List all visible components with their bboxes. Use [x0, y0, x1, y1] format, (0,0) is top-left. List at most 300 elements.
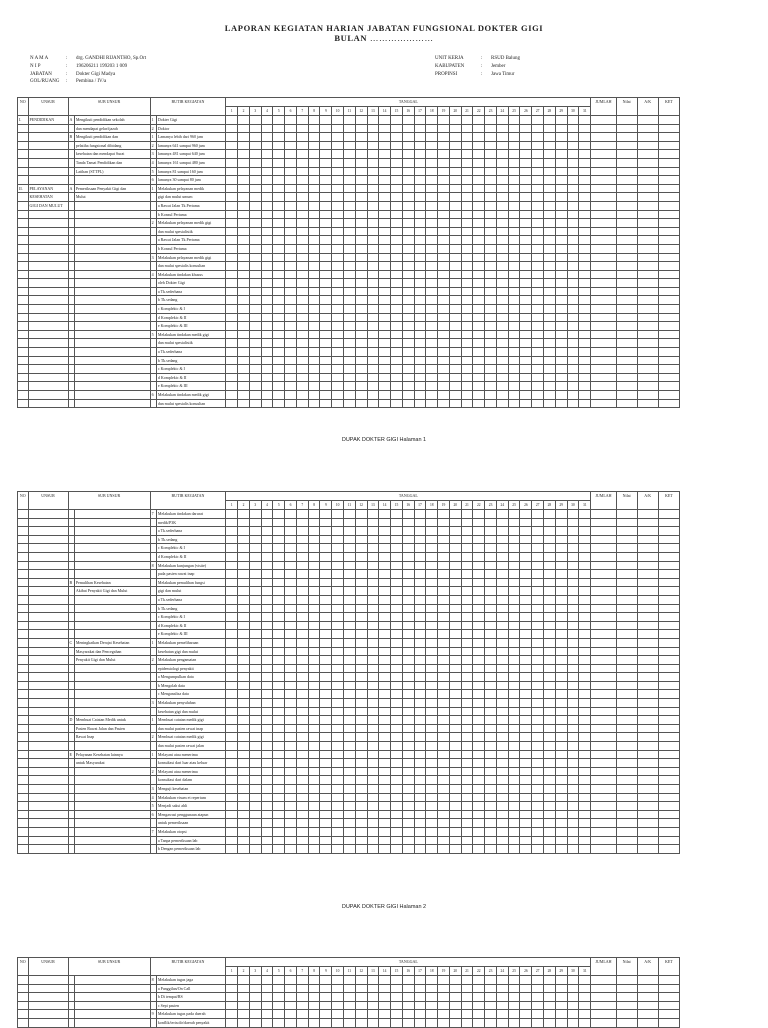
day-cell[interactable]: [308, 621, 320, 630]
day-cell[interactable]: [496, 570, 508, 579]
day-cell[interactable]: [238, 544, 250, 553]
day-cell[interactable]: [261, 322, 273, 331]
day-cell[interactable]: [496, 699, 508, 708]
day-cell[interactable]: [344, 595, 356, 604]
day-cell[interactable]: [544, 305, 556, 314]
day-cell[interactable]: [379, 510, 391, 519]
day-cell[interactable]: [555, 527, 567, 536]
day-cell[interactable]: [238, 742, 250, 751]
day-cell[interactable]: [485, 116, 497, 125]
day-cell[interactable]: [485, 219, 497, 228]
day-cell[interactable]: [402, 1010, 414, 1019]
day-cell[interactable]: [496, 167, 508, 176]
day-cell[interactable]: [379, 578, 391, 587]
day-cell[interactable]: [508, 793, 520, 802]
day-cell[interactable]: [438, 690, 450, 699]
day-cell[interactable]: [296, 391, 308, 400]
day-cell[interactable]: [579, 1001, 591, 1010]
day-cell[interactable]: [508, 613, 520, 622]
day-cell[interactable]: [249, 993, 261, 1002]
day-cell[interactable]: [544, 819, 556, 828]
day-cell[interactable]: [555, 227, 567, 236]
day-cell[interactable]: [249, 793, 261, 802]
day-cell[interactable]: [308, 535, 320, 544]
day-cell[interactable]: [508, 391, 520, 400]
day-cell[interactable]: [249, 287, 261, 296]
jumlah-cell[interactable]: [591, 236, 616, 245]
day-cell[interactable]: [520, 707, 532, 716]
ak-cell[interactable]: [637, 296, 658, 305]
day-cell[interactable]: [402, 348, 414, 357]
day-cell[interactable]: [579, 733, 591, 742]
day-cell[interactable]: [485, 227, 497, 236]
day-cell[interactable]: [249, 141, 261, 150]
day-cell[interactable]: [344, 176, 356, 185]
day-cell[interactable]: [520, 1018, 532, 1027]
day-cell[interactable]: [320, 244, 332, 253]
day-cell[interactable]: [508, 976, 520, 985]
ket-cell[interactable]: [658, 604, 679, 613]
day-cell[interactable]: [379, 552, 391, 561]
day-cell[interactable]: [332, 244, 344, 253]
jumlah-cell[interactable]: [591, 993, 616, 1002]
day-cell[interactable]: [355, 287, 367, 296]
day-cell[interactable]: [485, 391, 497, 400]
day-cell[interactable]: [520, 785, 532, 794]
day-cell[interactable]: [508, 227, 520, 236]
nilai-cell[interactable]: [616, 116, 637, 125]
day-cell[interactable]: [367, 681, 379, 690]
day-cell[interactable]: [261, 681, 273, 690]
day-cell[interactable]: [473, 767, 485, 776]
day-cell[interactable]: [308, 116, 320, 125]
day-cell[interactable]: [532, 244, 544, 253]
day-cell[interactable]: [508, 595, 520, 604]
day-cell[interactable]: [508, 176, 520, 185]
day-cell[interactable]: [391, 673, 403, 682]
nilai-cell[interactable]: [616, 681, 637, 690]
day-cell[interactable]: [285, 313, 297, 322]
ket-cell[interactable]: [658, 561, 679, 570]
day-cell[interactable]: [579, 133, 591, 142]
day-cell[interactable]: [485, 296, 497, 305]
ket-cell[interactable]: [658, 399, 679, 408]
day-cell[interactable]: [520, 733, 532, 742]
day-cell[interactable]: [296, 630, 308, 639]
day-cell[interactable]: [296, 270, 308, 279]
day-cell[interactable]: [308, 210, 320, 219]
day-cell[interactable]: [296, 253, 308, 262]
day-cell[interactable]: [461, 1001, 473, 1010]
day-cell[interactable]: [485, 750, 497, 759]
day-cell[interactable]: [379, 1001, 391, 1010]
day-cell[interactable]: [473, 1001, 485, 1010]
day-cell[interactable]: [367, 552, 379, 561]
day-cell[interactable]: [426, 219, 438, 228]
day-cell[interactable]: [426, 578, 438, 587]
day-cell[interactable]: [296, 356, 308, 365]
day-cell[interactable]: [249, 638, 261, 647]
day-cell[interactable]: [320, 287, 332, 296]
nilai-cell[interactable]: [616, 724, 637, 733]
day-cell[interactable]: [367, 802, 379, 811]
day-cell[interactable]: [344, 613, 356, 622]
day-cell[interactable]: [379, 976, 391, 985]
day-cell[interactable]: [567, 733, 579, 742]
day-cell[interactable]: [367, 373, 379, 382]
day-cell[interactable]: [273, 604, 285, 613]
day-cell[interactable]: [332, 210, 344, 219]
day-cell[interactable]: [544, 785, 556, 794]
day-cell[interactable]: [508, 305, 520, 314]
day-cell[interactable]: [308, 845, 320, 854]
jumlah-cell[interactable]: [591, 253, 616, 262]
day-cell[interactable]: [402, 647, 414, 656]
day-cell[interactable]: [414, 699, 426, 708]
day-cell[interactable]: [438, 193, 450, 202]
day-cell[interactable]: [391, 150, 403, 159]
day-cell[interactable]: [555, 158, 567, 167]
nilai-cell[interactable]: [616, 365, 637, 374]
day-cell[interactable]: [579, 167, 591, 176]
day-cell[interactable]: [379, 236, 391, 245]
day-cell[interactable]: [438, 595, 450, 604]
day-cell[interactable]: [391, 210, 403, 219]
day-cell[interactable]: [461, 193, 473, 202]
day-cell[interactable]: [508, 201, 520, 210]
jumlah-cell[interactable]: [591, 322, 616, 331]
day-cell[interactable]: [379, 570, 391, 579]
day-cell[interactable]: [461, 296, 473, 305]
ak-cell[interactable]: [637, 733, 658, 742]
day-cell[interactable]: [567, 604, 579, 613]
day-cell[interactable]: [461, 339, 473, 348]
day-cell[interactable]: [391, 767, 403, 776]
day-cell[interactable]: [473, 690, 485, 699]
day-cell[interactable]: [461, 176, 473, 185]
day-cell[interactable]: [520, 287, 532, 296]
day-cell[interactable]: [579, 399, 591, 408]
jumlah-cell[interactable]: [591, 544, 616, 553]
day-cell[interactable]: [249, 544, 261, 553]
day-cell[interactable]: [273, 656, 285, 665]
day-cell[interactable]: [226, 193, 238, 202]
day-cell[interactable]: [320, 724, 332, 733]
day-cell[interactable]: [449, 373, 461, 382]
jumlah-cell[interactable]: [591, 587, 616, 596]
day-cell[interactable]: [249, 176, 261, 185]
day-cell[interactable]: [532, 647, 544, 656]
day-cell[interactable]: [567, 201, 579, 210]
jumlah-cell[interactable]: [591, 339, 616, 348]
day-cell[interactable]: [320, 699, 332, 708]
day-cell[interactable]: [414, 227, 426, 236]
day-cell[interactable]: [473, 587, 485, 596]
day-cell[interactable]: [391, 810, 403, 819]
day-cell[interactable]: [273, 827, 285, 836]
day-cell[interactable]: [520, 391, 532, 400]
day-cell[interactable]: [555, 759, 567, 768]
day-cell[interactable]: [461, 570, 473, 579]
day-cell[interactable]: [544, 767, 556, 776]
day-cell[interactable]: [449, 535, 461, 544]
day-cell[interactable]: [438, 116, 450, 125]
day-cell[interactable]: [367, 570, 379, 579]
day-cell[interactable]: [379, 373, 391, 382]
day-cell[interactable]: [285, 236, 297, 245]
day-cell[interactable]: [296, 776, 308, 785]
day-cell[interactable]: [249, 785, 261, 794]
day-cell[interactable]: [449, 399, 461, 408]
day-cell[interactable]: [544, 287, 556, 296]
day-cell[interactable]: [238, 1001, 250, 1010]
day-cell[interactable]: [544, 167, 556, 176]
day-cell[interactable]: [555, 305, 567, 314]
day-cell[interactable]: [567, 184, 579, 193]
day-cell[interactable]: [391, 518, 403, 527]
day-cell[interactable]: [579, 158, 591, 167]
day-cell[interactable]: [473, 124, 485, 133]
ak-cell[interactable]: [637, 1001, 658, 1010]
day-cell[interactable]: [438, 141, 450, 150]
day-cell[interactable]: [226, 707, 238, 716]
day-cell[interactable]: [473, 287, 485, 296]
day-cell[interactable]: [391, 510, 403, 519]
day-cell[interactable]: [355, 227, 367, 236]
day-cell[interactable]: [238, 510, 250, 519]
day-cell[interactable]: [449, 322, 461, 331]
day-cell[interactable]: [473, 759, 485, 768]
day-cell[interactable]: [567, 141, 579, 150]
day-cell[interactable]: [449, 356, 461, 365]
day-cell[interactable]: [449, 382, 461, 391]
day-cell[interactable]: [461, 561, 473, 570]
day-cell[interactable]: [261, 296, 273, 305]
day-cell[interactable]: [344, 227, 356, 236]
day-cell[interactable]: [544, 382, 556, 391]
day-cell[interactable]: [238, 236, 250, 245]
day-cell[interactable]: [449, 210, 461, 219]
day-cell[interactable]: [496, 279, 508, 288]
day-cell[interactable]: [438, 699, 450, 708]
day-cell[interactable]: [520, 544, 532, 553]
day-cell[interactable]: [285, 561, 297, 570]
day-cell[interactable]: [367, 750, 379, 759]
day-cell[interactable]: [402, 724, 414, 733]
jumlah-cell[interactable]: [591, 656, 616, 665]
day-cell[interactable]: [579, 690, 591, 699]
day-cell[interactable]: [473, 802, 485, 811]
day-cell[interactable]: [532, 819, 544, 828]
day-cell[interactable]: [473, 561, 485, 570]
day-cell[interactable]: [285, 1010, 297, 1019]
day-cell[interactable]: [508, 621, 520, 630]
day-cell[interactable]: [355, 210, 367, 219]
day-cell[interactable]: [449, 150, 461, 159]
day-cell[interactable]: [579, 150, 591, 159]
day-cell[interactable]: [296, 339, 308, 348]
day-cell[interactable]: [508, 510, 520, 519]
day-cell[interactable]: [473, 305, 485, 314]
day-cell[interactable]: [320, 535, 332, 544]
day-cell[interactable]: [555, 193, 567, 202]
nilai-cell[interactable]: [616, 1018, 637, 1027]
day-cell[interactable]: [332, 587, 344, 596]
day-cell[interactable]: [355, 1001, 367, 1010]
day-cell[interactable]: [355, 535, 367, 544]
day-cell[interactable]: [238, 767, 250, 776]
day-cell[interactable]: [402, 595, 414, 604]
day-cell[interactable]: [367, 759, 379, 768]
day-cell[interactable]: [579, 827, 591, 836]
day-cell[interactable]: [249, 827, 261, 836]
day-cell[interactable]: [520, 227, 532, 236]
day-cell[interactable]: [438, 510, 450, 519]
day-cell[interactable]: [496, 630, 508, 639]
day-cell[interactable]: [226, 1010, 238, 1019]
day-cell[interactable]: [391, 305, 403, 314]
day-cell[interactable]: [496, 1001, 508, 1010]
day-cell[interactable]: [320, 604, 332, 613]
day-cell[interactable]: [544, 176, 556, 185]
day-cell[interactable]: [226, 552, 238, 561]
day-cell[interactable]: [485, 305, 497, 314]
day-cell[interactable]: [238, 819, 250, 828]
day-cell[interactable]: [367, 664, 379, 673]
day-cell[interactable]: [296, 681, 308, 690]
day-cell[interactable]: [426, 810, 438, 819]
day-cell[interactable]: [273, 184, 285, 193]
day-cell[interactable]: [379, 270, 391, 279]
day-cell[interactable]: [344, 767, 356, 776]
day-cell[interactable]: [273, 793, 285, 802]
day-cell[interactable]: [320, 150, 332, 159]
day-cell[interactable]: [520, 176, 532, 185]
day-cell[interactable]: [391, 750, 403, 759]
day-cell[interactable]: [296, 793, 308, 802]
ak-cell[interactable]: [637, 116, 658, 125]
day-cell[interactable]: [544, 561, 556, 570]
day-cell[interactable]: [226, 330, 238, 339]
day-cell[interactable]: [520, 339, 532, 348]
day-cell[interactable]: [485, 1018, 497, 1027]
day-cell[interactable]: [296, 767, 308, 776]
day-cell[interactable]: [555, 810, 567, 819]
day-cell[interactable]: [226, 279, 238, 288]
day-cell[interactable]: [508, 356, 520, 365]
ket-cell[interactable]: [658, 167, 679, 176]
day-cell[interactable]: [249, 750, 261, 759]
day-cell[interactable]: [367, 604, 379, 613]
day-cell[interactable]: [308, 322, 320, 331]
day-cell[interactable]: [461, 699, 473, 708]
day-cell[interactable]: [332, 141, 344, 150]
day-cell[interactable]: [426, 305, 438, 314]
day-cell[interactable]: [308, 201, 320, 210]
day-cell[interactable]: [367, 365, 379, 374]
day-cell[interactable]: [320, 759, 332, 768]
day-cell[interactable]: [485, 176, 497, 185]
ak-cell[interactable]: [637, 382, 658, 391]
nilai-cell[interactable]: [616, 219, 637, 228]
day-cell[interactable]: [226, 373, 238, 382]
day-cell[interactable]: [285, 699, 297, 708]
day-cell[interactable]: [461, 184, 473, 193]
day-cell[interactable]: [555, 656, 567, 665]
day-cell[interactable]: [273, 219, 285, 228]
day-cell[interactable]: [402, 976, 414, 985]
day-cell[interactable]: [355, 827, 367, 836]
day-cell[interactable]: [579, 742, 591, 751]
day-cell[interactable]: [520, 382, 532, 391]
ak-cell[interactable]: [637, 673, 658, 682]
day-cell[interactable]: [414, 750, 426, 759]
day-cell[interactable]: [273, 664, 285, 673]
day-cell[interactable]: [379, 793, 391, 802]
day-cell[interactable]: [332, 219, 344, 228]
day-cell[interactable]: [544, 210, 556, 219]
day-cell[interactable]: [414, 561, 426, 570]
day-cell[interactable]: [344, 305, 356, 314]
day-cell[interactable]: [496, 236, 508, 245]
nilai-cell[interactable]: [616, 193, 637, 202]
day-cell[interactable]: [520, 330, 532, 339]
day-cell[interactable]: [485, 330, 497, 339]
day-cell[interactable]: [296, 262, 308, 271]
day-cell[interactable]: [579, 819, 591, 828]
day-cell[interactable]: [249, 1001, 261, 1010]
day-cell[interactable]: [461, 322, 473, 331]
day-cell[interactable]: [532, 348, 544, 357]
day-cell[interactable]: [532, 287, 544, 296]
day-cell[interactable]: [391, 578, 403, 587]
day-cell[interactable]: [426, 150, 438, 159]
day-cell[interactable]: [249, 819, 261, 828]
day-cell[interactable]: [344, 399, 356, 408]
day-cell[interactable]: [296, 176, 308, 185]
day-cell[interactable]: [391, 296, 403, 305]
day-cell[interactable]: [508, 993, 520, 1002]
day-cell[interactable]: [508, 604, 520, 613]
day-cell[interactable]: [355, 776, 367, 785]
day-cell[interactable]: [367, 236, 379, 245]
nilai-cell[interactable]: [616, 201, 637, 210]
day-cell[interactable]: [285, 201, 297, 210]
day-cell[interactable]: [332, 733, 344, 742]
day-cell[interactable]: [438, 742, 450, 751]
day-cell[interactable]: [496, 322, 508, 331]
day-cell[interactable]: [567, 759, 579, 768]
day-cell[interactable]: [496, 707, 508, 716]
day-cell[interactable]: [544, 699, 556, 708]
day-cell[interactable]: [414, 984, 426, 993]
day-cell[interactable]: [344, 984, 356, 993]
day-cell[interactable]: [426, 176, 438, 185]
day-cell[interactable]: [532, 1001, 544, 1010]
day-cell[interactable]: [320, 1001, 332, 1010]
day-cell[interactable]: [249, 330, 261, 339]
day-cell[interactable]: [226, 587, 238, 596]
day-cell[interactable]: [355, 724, 367, 733]
ket-cell[interactable]: [658, 836, 679, 845]
day-cell[interactable]: [296, 348, 308, 357]
day-cell[interactable]: [544, 184, 556, 193]
day-cell[interactable]: [461, 690, 473, 699]
nilai-cell[interactable]: [616, 647, 637, 656]
day-cell[interactable]: [579, 348, 591, 357]
day-cell[interactable]: [355, 356, 367, 365]
day-cell[interactable]: [355, 587, 367, 596]
